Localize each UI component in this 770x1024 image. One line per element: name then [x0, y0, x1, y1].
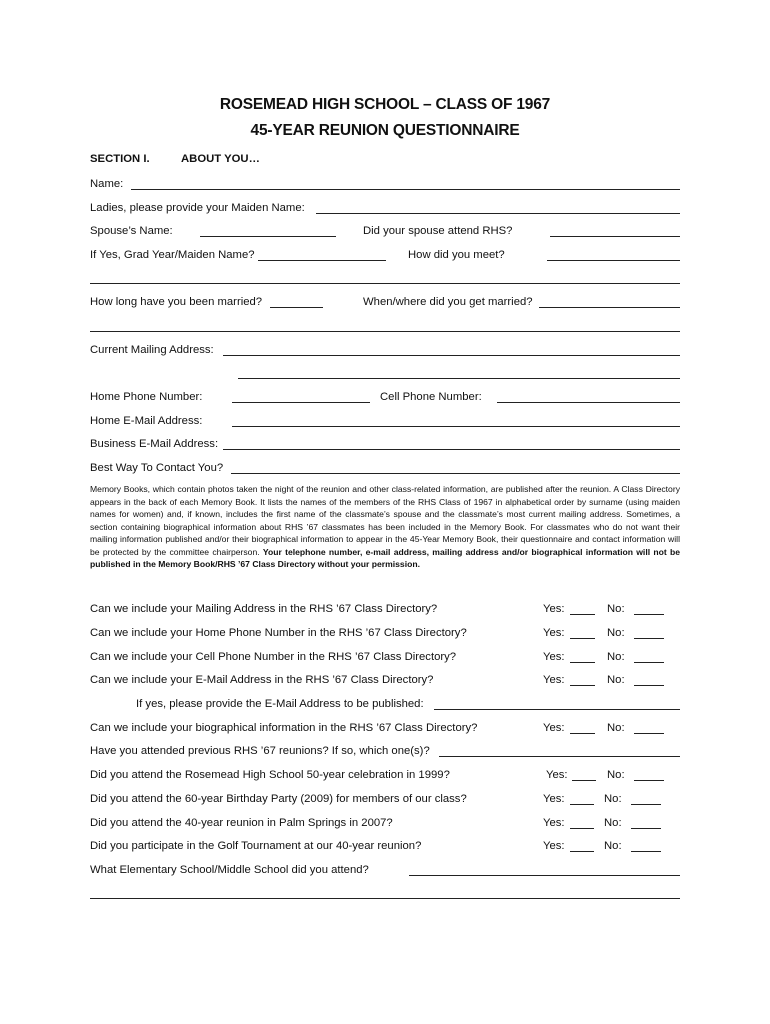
- yes-label: Yes:: [543, 793, 565, 805]
- question-biographical: Can we include your biographical information in the RHS ’67 Class Directory?: [90, 722, 478, 734]
- q9-yes-field[interactable]: [570, 828, 594, 829]
- yes-label: Yes:: [543, 651, 565, 663]
- q7-yes-field[interactable]: [572, 780, 596, 781]
- q7-no-field[interactable]: [634, 780, 664, 781]
- no-label: No:: [604, 817, 622, 829]
- grad-year-field[interactable]: [258, 260, 386, 261]
- question-palm-springs-reunion: Did you attend the 40-year reunion in Palm Springs in 2007?: [90, 817, 393, 829]
- q5-no-field[interactable]: [634, 733, 664, 734]
- grad-year-label: If Yes, Grad Year/Maiden Name?: [90, 249, 255, 261]
- q1-yes-field[interactable]: [570, 614, 595, 615]
- married-duration-field[interactable]: [270, 307, 323, 308]
- how-met-continuation-field[interactable]: [90, 283, 680, 284]
- home-email-field[interactable]: [232, 426, 680, 427]
- q2-no-field[interactable]: [634, 638, 664, 639]
- name-label: Name:: [90, 178, 124, 190]
- question-email-publish: If yes, please provide the E-Mail Address to be published:: [136, 698, 424, 710]
- q10-yes-field[interactable]: [570, 851, 594, 852]
- spouse-attend-label: Did your spouse attend RHS?: [363, 225, 513, 237]
- married-where-field[interactable]: [539, 307, 680, 308]
- q10-no-field[interactable]: [631, 851, 661, 852]
- q1-no-field[interactable]: [634, 614, 664, 615]
- section-number: SECTION I.: [90, 153, 150, 165]
- notice-text: Memory Books, which contain photos taken the night of the reunion and other class-related information, are published after the reunion. A Class Directory appears in the back of each Memory Book. It lists the names of the members of the RHS Class of 1967 in alphabetical order by surname (using maiden names for women) and, if known, includes the first name of the classmate’s spouse and the classmate’s most current mailing address. Sometimes, a section containing biographical information about RHS ’67 classmates has been included in the Memory Book. For classmates who do not want their mailing information published and/or their biographical information to appear in the 45-Year Memory Book, their questionnaire and contact information will be protected by the committee chairperson.: [90, 484, 680, 557]
- maiden-name-label: Ladies, please provide your Maiden Name:: [90, 202, 305, 214]
- maiden-name-field[interactable]: [316, 213, 680, 214]
- no-label: No:: [604, 840, 622, 852]
- cell-phone-label: Cell Phone Number:: [380, 391, 482, 403]
- previous-reunions-field[interactable]: [439, 756, 680, 757]
- section-name: ABOUT YOU…: [181, 153, 260, 165]
- home-phone-label: Home Phone Number:: [90, 391, 203, 403]
- home-phone-field[interactable]: [232, 402, 370, 403]
- no-label: No:: [607, 627, 625, 639]
- question-home-phone: Can we include your Home Phone Number in the RHS ’67 Class Directory?: [90, 627, 467, 639]
- married-duration-label: How long have you been married?: [90, 296, 263, 308]
- question-golf-tournament: Did you participate in the Golf Tournament at our 40-year reunion?: [90, 840, 422, 852]
- q5-yes-field[interactable]: [570, 733, 595, 734]
- yes-label: Yes:: [546, 769, 568, 781]
- question-email: Can we include your E-Mail Address in the RHS ’67 Class Directory?: [90, 674, 434, 686]
- no-label: No:: [607, 722, 625, 734]
- spouse-name-label: Spouse’s Name:: [90, 225, 173, 237]
- question-elementary-school: What Elementary School/Middle School did you attend?: [90, 864, 369, 876]
- q9-no-field[interactable]: [631, 828, 661, 829]
- business-email-field[interactable]: [223, 449, 680, 450]
- q2-yes-field[interactable]: [570, 638, 595, 639]
- best-contact-field[interactable]: [231, 473, 680, 474]
- yes-label: Yes:: [543, 674, 565, 686]
- yes-label: Yes:: [543, 722, 565, 734]
- elementary-school-continuation-field[interactable]: [90, 898, 680, 899]
- q4-yes-field[interactable]: [570, 685, 595, 686]
- question-cell-phone: Can we include your Cell Phone Number in the RHS ’67 Class Directory?: [90, 651, 457, 663]
- home-email-label: Home E-Mail Address:: [90, 415, 203, 427]
- spouse-name-field[interactable]: [200, 236, 336, 237]
- how-met-label: How did you meet?: [408, 249, 505, 261]
- q4-no-field[interactable]: [634, 685, 664, 686]
- how-met-field[interactable]: [547, 260, 680, 261]
- elementary-school-field[interactable]: [409, 875, 680, 876]
- cell-phone-field[interactable]: [497, 402, 680, 403]
- mailing-address-line2-field[interactable]: [238, 378, 680, 379]
- q8-no-field[interactable]: [631, 804, 661, 805]
- yes-label: Yes:: [543, 817, 565, 829]
- memory-book-notice: [90, 483, 680, 571]
- publish-email-field[interactable]: [434, 709, 680, 710]
- form-title: ROSEMEAD HIGH SCHOOL – CLASS OF 1967: [219, 96, 551, 113]
- yes-label: Yes:: [543, 627, 565, 639]
- name-field[interactable]: [131, 189, 680, 190]
- q3-no-field[interactable]: [634, 662, 664, 663]
- no-label: No:: [607, 651, 625, 663]
- q3-yes-field[interactable]: [570, 662, 595, 663]
- question-birthday-party: Did you attend the 60-year Birthday Party (2009) for members of our class?: [90, 793, 467, 805]
- question-50-year-celebration: Did you attend the Rosemead High School 50-year celebration in 1999?: [90, 769, 450, 781]
- no-label: No:: [607, 769, 625, 781]
- married-where-label: When/where did you get married?: [363, 296, 533, 308]
- question-mailing-address: Can we include your Mailing Address in the RHS ’67 Class Directory?: [90, 603, 438, 615]
- no-label: No:: [607, 603, 625, 615]
- no-label: No:: [604, 793, 622, 805]
- no-label: No:: [607, 674, 625, 686]
- yes-label: Yes:: [543, 603, 565, 615]
- yes-label: Yes:: [543, 840, 565, 852]
- best-contact-label: Best Way To Contact You?: [90, 462, 224, 474]
- mailing-address-label: Current Mailing Address:: [90, 344, 214, 356]
- question-previous-reunions: Have you attended previous RHS ’67 reunions? If so, which one(s)?: [90, 745, 430, 757]
- married-continuation-field[interactable]: [90, 331, 680, 332]
- q8-yes-field[interactable]: [570, 804, 594, 805]
- mailing-address-field[interactable]: [223, 355, 680, 356]
- business-email-label: Business E-Mail Address:: [90, 438, 219, 450]
- notice-bold-text: Your telephone number, e-mail address, mailing address and/or biographical information will not be published in the Memory Book/RHS ’67 Class Directory without your permission.: [90, 546, 680, 569]
- spouse-attend-field[interactable]: [550, 236, 680, 237]
- form-subtitle: 45-YEAR REUNION QUESTIONNAIRE: [250, 122, 520, 139]
